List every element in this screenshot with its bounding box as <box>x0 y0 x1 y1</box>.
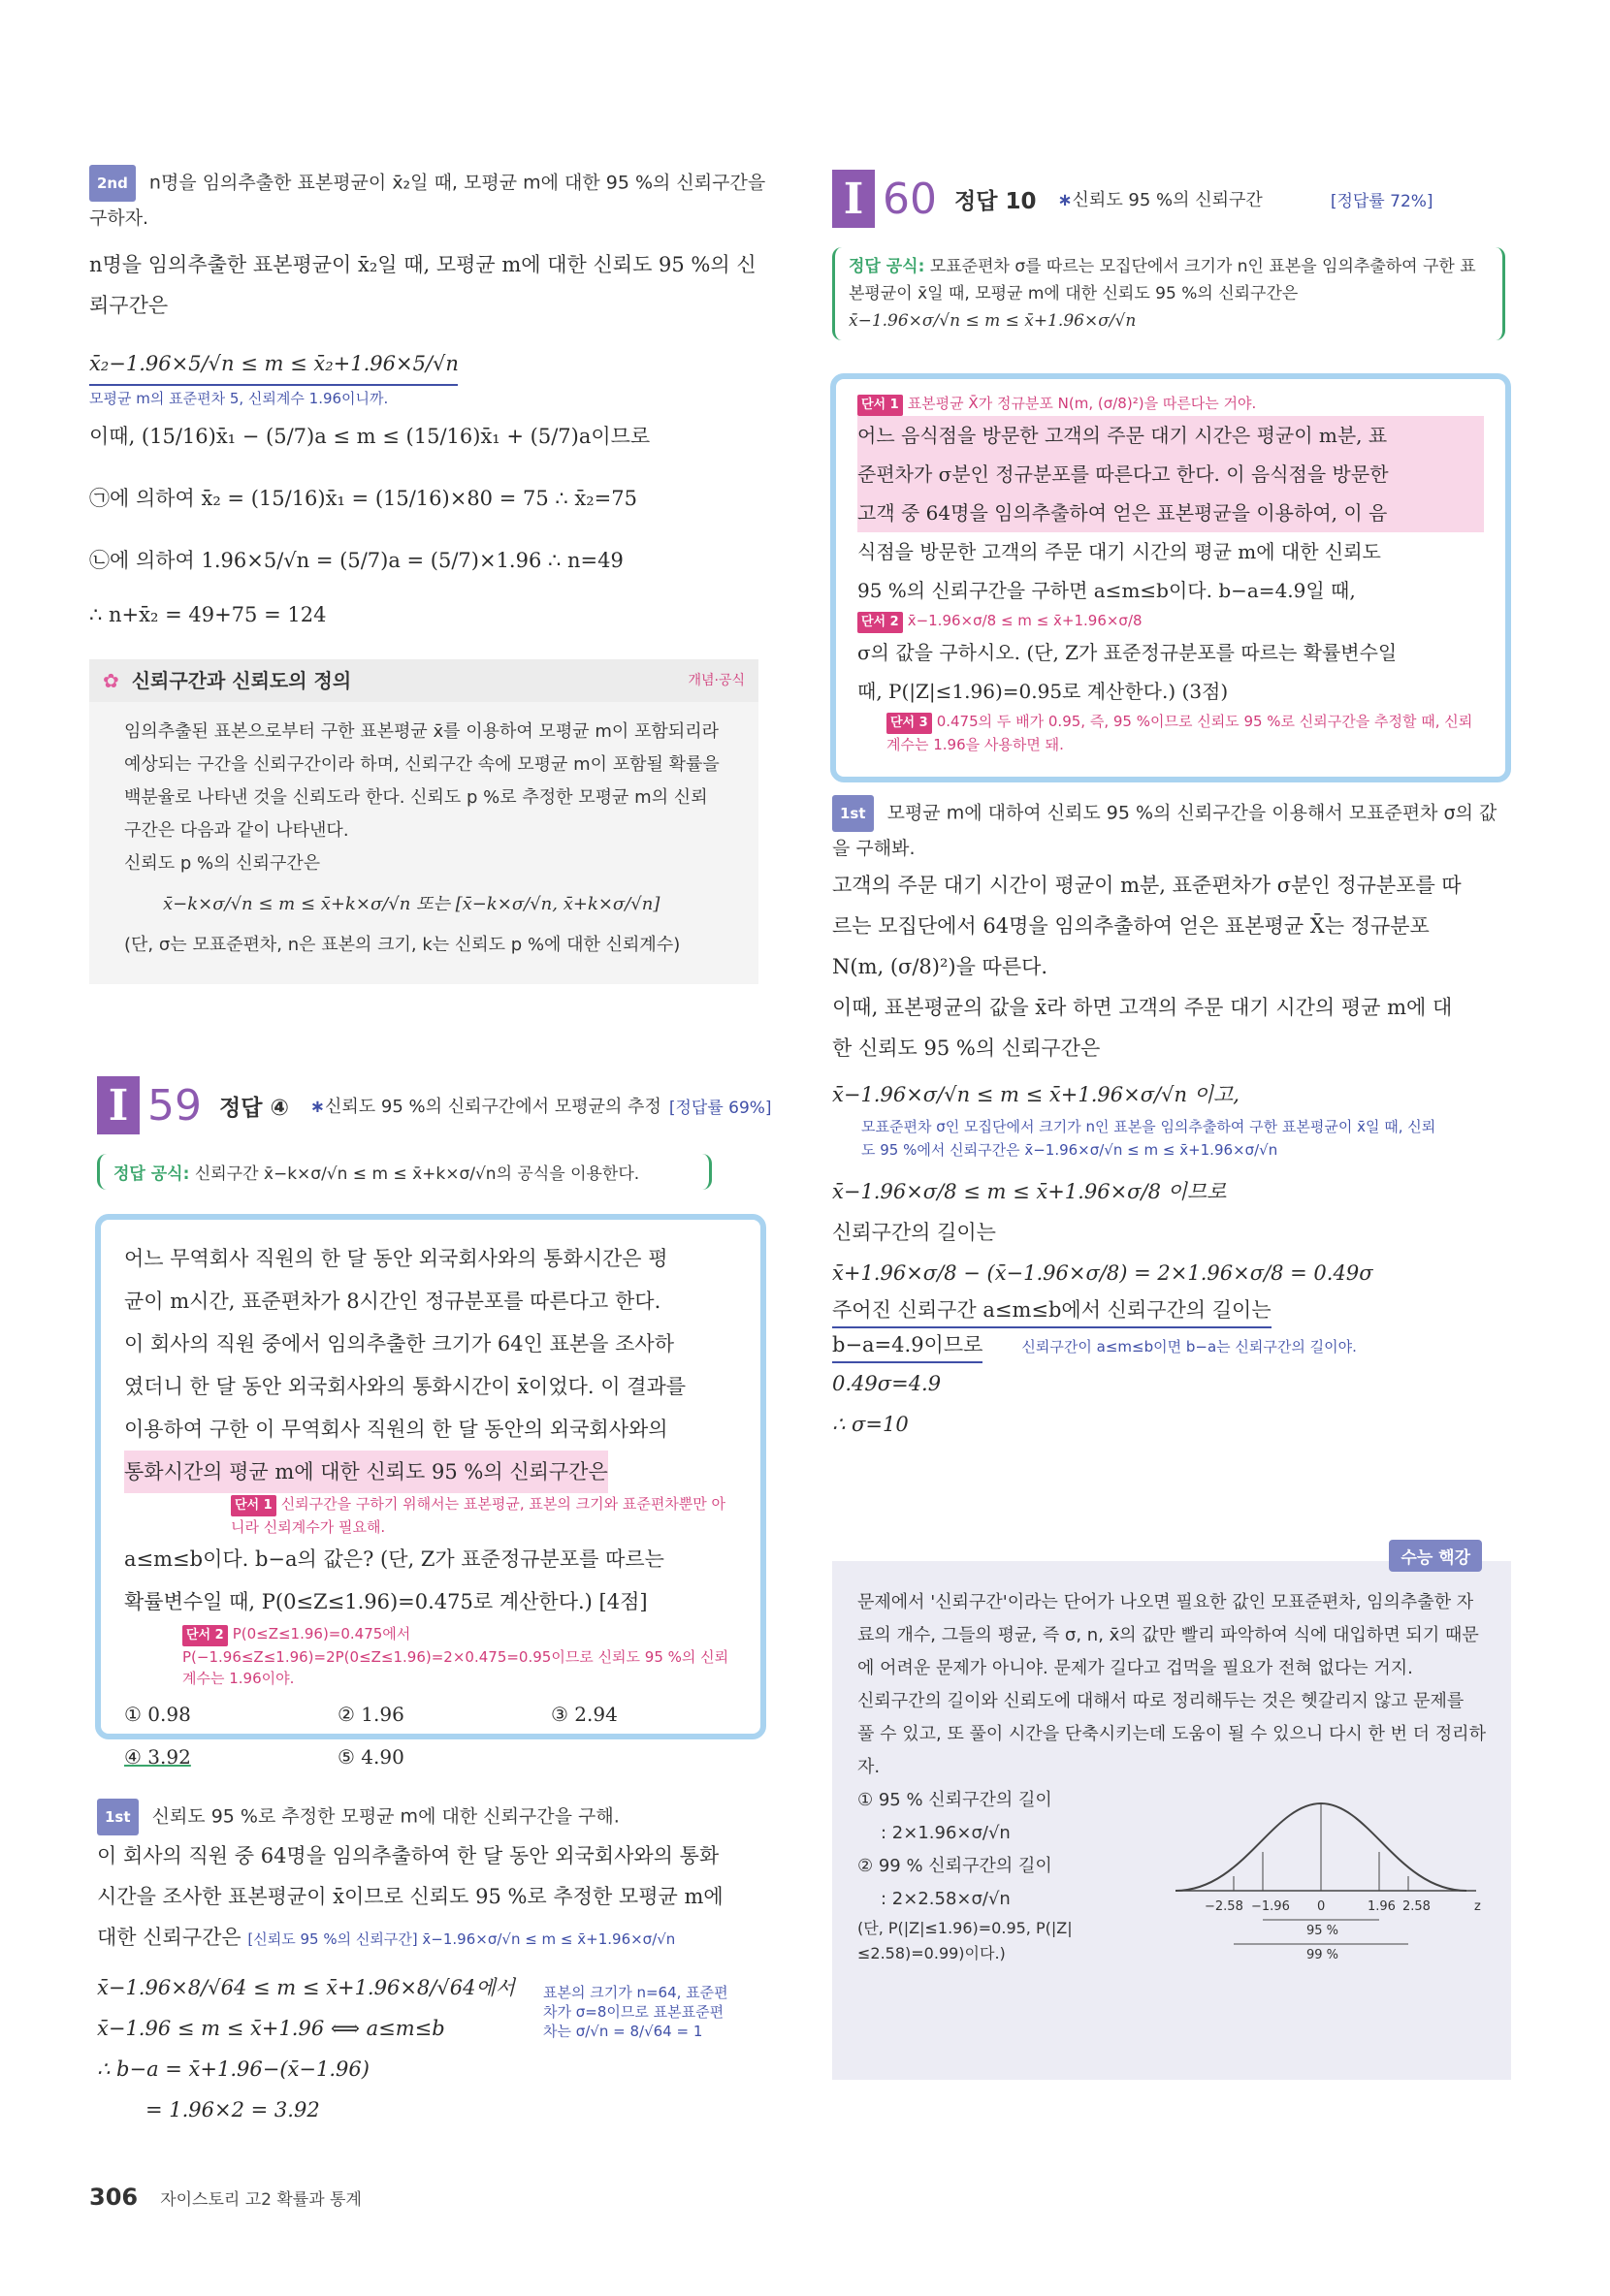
solution-line: 대한 신뢰구간은 [신뢰도 95 %의 신뢰구간] x̄−1.96×σ/√n ≤ m ≤ x̄+1.96×σ/√n <box>97 1926 676 1949</box>
axis-label: −1.96 <box>1251 1899 1290 1914</box>
step-badge: 2nd <box>89 165 136 202</box>
tip-text: 신뢰구간의 길이와 신뢰도에 대해서 따로 정리해두는 것은 헷갈리지 않고 문제를 풀 수 있고, 또 풀이 시간을 단축시키는데 도움이 될 수 있으니 다시 한 번 더 정리하자. <box>857 1691 1486 1777</box>
concept-text: 임의추출된 표본으로부터 구한 표본평균 x̄를 이용하여 모평균 m이 포함되리라 예상되는 구간을 신뢰구간이라 하며, 신뢰구간 속에 모평균 m이 포함될 확률을 백분율로 나타낸 것을 신뢰도라 한다. 신뢰도 p %로 추정한 모평균 m의 신뢰구간은 다음과 같이 나타낸다. <box>124 721 720 841</box>
concept-formula: x̄−k×σ/√n ≤ m ≤ x̄+k×σ/√n 또는 [x̄−k×σ/√n, x̄+k×σ/√n] <box>163 894 660 914</box>
axis-label: 1.96 <box>1368 1899 1396 1914</box>
choice-4[interactable]: ④ 3.92 <box>124 1745 191 1769</box>
problem-60-solution <box>832 795 1511 1445</box>
solution-line: n명을 임의추출한 표본평균이 x̄₂일 때, 모평균 m에 대한 신뢰도 95 %의 신뢰구간은 <box>89 253 757 317</box>
tip-box <box>832 1548 1511 2080</box>
solution-line: ㉡에 의하여 1.96×5/√n = (5/7)a = (5/7)×1.96 ∴ n=49 <box>89 549 624 572</box>
axis-label: 0 <box>1317 1899 1326 1914</box>
hint-1: 단서 1 표본평균 X̄가 정규분포 N(m, (σ/8)²)을 따른다는 거야. <box>857 393 1484 416</box>
question-line: a≤m≤b이다. b−a의 값은? (단, Z가 표준정규분포를 따르는 <box>124 1547 664 1571</box>
roman-badge: I <box>832 170 875 228</box>
correct-rate: [정답률 69%] <box>668 1098 772 1118</box>
choice-2[interactable]: ② 1.96 <box>338 1703 404 1726</box>
solution-formula: = 1.96×2 = 3.92 <box>145 2098 320 2121</box>
blue-note: 모평균 m의 표준편차 5, 신뢰계수 1.96이니까. <box>89 384 458 408</box>
solution-line: 르는 모집단에서 64명을 임의추출하여 얻은 표본평균 X̄는 정규분포 <box>832 914 1430 938</box>
concept-heading: ✿ 신뢰구간과 신뢰도의 정의 개념·공식 <box>89 659 758 702</box>
blue-note: 모표준편차 σ인 모집단에서 크기가 n인 표본을 임의추출하여 구한 표본평균이 x̄일 때, 신뢰도 95 %에서 신뢰구간은 x̄−1.96×σ/√n ≤ m ≤ x̄+1.96×σ/√n <box>861 1118 1436 1159</box>
answer: 정답 ④ <box>219 1095 289 1121</box>
step-badge: 1st <box>97 1799 139 1835</box>
blue-note: 표본의 크기가 n=64, 표준편차가 σ=8이므로 표본표준편차는 σ/√n = 8/√64 = 1 <box>543 1984 728 2040</box>
problem-number: 60 <box>883 174 937 224</box>
tip-tag: 수능 핵강 <box>1389 1540 1482 1572</box>
solution-line: ㉠에 의하여 x̄₂ = (15/16)x̄₁ = (15/16)×80 = 75 ∴ x̄₂=75 <box>89 487 637 510</box>
solution-line: 이때, 표본평균의 값을 x̄라 하면 고객의 주문 대기 시간의 평균 m에 대 <box>832 996 1453 1019</box>
band-label: 99 % <box>1306 1948 1339 1962</box>
hint-3: 단서 3 0.475의 두 배가 0.95, 즉, 95 %이므로 신뢰도 95 %로 신뢰구간을 추정할 때, 신뢰계수는 1.96을 사용하면 돼. <box>886 713 1473 753</box>
axis-label: z <box>1474 1899 1481 1914</box>
step2-heading: 2nd n명을 임의추출한 표본평균이 x̄₂일 때, 모평균 m에 대한 95 %의 신뢰구간을 구하자. <box>89 165 768 235</box>
concept-box <box>89 659 758 984</box>
left-column <box>89 165 768 635</box>
choice-3[interactable]: ③ 2.94 <box>551 1703 618 1726</box>
answer: 정답 10 <box>954 188 1037 214</box>
choice-5[interactable]: ⑤ 4.90 <box>338 1745 404 1769</box>
question-line: σ의 값을 구하시오. (단, Z가 표준정규분포를 따르는 확률변수일 <box>857 641 1398 664</box>
normal-curve-diagram <box>1166 1784 1486 1968</box>
solution-formula: x̄−1.96×σ/√n ≤ m ≤ x̄+1.96×σ/√n 이고, <box>832 1083 1240 1106</box>
topic: ∗신뢰도 95 %의 신뢰구간 <box>1057 190 1263 210</box>
solution-formula: x̄−1.96 ≤ m ≤ x̄+1.96 ⟺ a≤m≤b <box>97 2017 445 2040</box>
question-line: 이 회사의 직원 중에서 임의추출한 크기가 64인 표본을 조사하 <box>124 1332 674 1355</box>
problem-60-question <box>830 373 1511 782</box>
solution-formula: ∴ b−a = x̄+1.96−(x̄−1.96) <box>97 2057 370 2081</box>
tip-item-formula: : 2×1.96×σ/√n <box>881 1823 1011 1843</box>
step1-heading: 1st 신뢰도 95 %로 추정한 모평균 m에 대한 신뢰구간을 구해. <box>97 1799 766 1835</box>
page-footer <box>89 2184 362 2211</box>
problem-number: 59 <box>147 1080 202 1131</box>
problem-59-solution <box>97 1799 766 2130</box>
question-line: 균이 m시간, 표준편차가 8시간인 정규분포를 따른다고 한다. <box>124 1290 661 1313</box>
solution-line: 이 회사의 직원 중 64명을 임의추출하여 한 달 동안 외국회사와의 통화 <box>97 1844 720 1867</box>
tip-condition: (단, P(|Z|≤1.96)=0.95, P(|Z|≤2.58)=0.99)이다.) <box>857 1919 1073 1962</box>
page-number: 306 <box>89 2184 139 2211</box>
flower-icon: ✿ <box>103 669 119 692</box>
tip-item: ① 95 % 신뢰구간의 길이 <box>857 1790 1052 1810</box>
solution-formula: 0.49σ=4.9 <box>832 1372 942 1395</box>
problem-59-header <box>97 1076 772 1134</box>
tip-item: ② 99 % 신뢰구간의 길이 <box>857 1856 1052 1876</box>
solution-line: 신뢰구간의 길이는 <box>832 1221 996 1244</box>
step1-heading: 1st 모평균 m에 대하여 신뢰도 95 %의 신뢰구간을 이용해서 모표준편차 σ의 값을 구해봐. <box>832 795 1511 865</box>
solution-formula: x̄−1.96×8/√64 ≤ m ≤ x̄+1.96×8/√64에서 <box>97 1976 516 1999</box>
question-line: 이용하여 구한 이 무역회사 직원의 한 달 동안의 외국회사와의 <box>124 1418 668 1441</box>
correct-rate: [정답률 72%] <box>1330 191 1433 211</box>
question-line: 때, P(|Z|≤1.96)=0.95로 계산한다.) (3점) <box>857 680 1229 703</box>
topic: ∗신뢰도 95 %의 신뢰구간에서 모평균의 추정 <box>309 1097 661 1117</box>
axis-label: −2.58 <box>1205 1899 1243 1914</box>
question-line: 였더니 한 달 동안 외국회사와의 통화시간이 x̄이었다. 이 결과를 <box>124 1375 687 1398</box>
axis-label: 2.58 <box>1402 1899 1431 1914</box>
solution-line: 시간을 조사한 표본평균이 x̄이므로 신뢰도 95 %로 추정한 모평균 m에 <box>97 1885 724 1908</box>
problem-60-formula: 정답 공식: 모표준편차 σ를 따르는 모집단에서 크기가 n인 표본을 임의추출하여 구한 표본평균이 x̄일 때, 모평균 m에 대한 신뢰도 95 %의 신뢰구간은 x̄−1.96×σ/√n ≤ m ≤ x̄+1.96×σ/√n <box>832 247 1505 340</box>
question-line: 확률변수일 때, P(0≤Z≤1.96)=0.475로 계산한다.) [4점] <box>124 1590 648 1613</box>
solution-formula: x̄−1.96×σ/8 ≤ m ≤ x̄+1.96×σ/8 이므로 <box>832 1180 1227 1203</box>
hint-2: 단서 2 P(0≤Z≤1.96)=0.475에서 P(−1.96≤Z≤1.96)=2P(0≤Z≤1.96)=2×0.475=0.95이므로 신뢰도 95 %의 신뢰계수는 1.96이야. <box>182 1625 729 1687</box>
problem-60-header <box>832 170 1433 228</box>
tip-text: 문제에서 '신뢰구간'이라는 단어가 나오면 필요한 값인 모표준편차, 임의추출한 자료의 개수, 그들의 평균, 즉 σ, n, x̄의 값만 빨리 파악하여 식에 대입하면 되기 때문에 어려운 문제가 아니야. 문제가 길다고 겁먹을 필요가 전혀 없다는 거지. <box>857 1592 1479 1678</box>
solution-formula: x̄₂−1.96×5/√n ≤ m ≤ x̄₂+1.96×5/√n <box>89 352 459 375</box>
question-line: 준편차가 σ분인 정규분포를 따른다고 한다. 이 음식점을 방문한 <box>857 455 1484 494</box>
step-badge: 1st <box>832 795 874 832</box>
solution-line: 한 신뢰도 95 %의 신뢰구간은 <box>832 1036 1101 1060</box>
tip-item-formula: : 2×2.58×σ/√n <box>881 1889 1011 1909</box>
band-label: 95 % <box>1306 1924 1339 1938</box>
solution-line: N(m, (σ/8)²)을 따른다. <box>832 955 1048 978</box>
blue-note: 신뢰구간이 a≤m≤b이면 b−a는 신뢰구간의 길이야. <box>1021 1337 1357 1355</box>
question-line: 통화시간의 평균 m에 대한 신뢰도 95 %의 신뢰구간은 <box>124 1451 608 1493</box>
solution-line: 고객의 주문 대기 시간이 평균이 m분, 표준편차가 σ분인 정규분포를 따 <box>832 874 1462 897</box>
hint-1: 단서 1 신뢰구간을 구하기 위해서는 표본평균, 표본의 크기와 표준편차뿐만 아니라 신뢰계수가 필요해. <box>231 1495 726 1536</box>
solution-line: b−a=4.9이므로 <box>832 1328 982 1363</box>
solution-line: 이때, (15/16)x̄₁ − (5/7)a ≤ m ≤ (15/16)x̄₁ + (5/7)a이므로 <box>89 425 651 448</box>
choices <box>124 1693 737 1778</box>
solution-line: ∴ n+x̄₂ = 49+75 = 124 <box>89 603 327 626</box>
solution-line: 주어진 신뢰구간 a≤m≤b에서 신뢰구간의 길이는 <box>832 1293 1272 1328</box>
concept-sub: 신뢰도 p %의 신뢰구간은 <box>124 853 321 874</box>
book-title: 자이스토리 고2 확률과 통계 <box>160 2190 362 2210</box>
concept-legend: (단, σ는 모표준편차, n은 표본의 크기, k는 신뢰도 p %에 대한 신뢰계수) <box>124 935 681 955</box>
problem-59-formula: 정답 공식: 신뢰구간 x̄−k×σ/√n ≤ m ≤ x̄+k×σ/√n의 공식을 이용한다. <box>97 1154 712 1190</box>
solution-formula: x̄+1.96×σ/8 − (x̄−1.96×σ/8) = 2×1.96×σ/8 = 0.49σ <box>832 1261 1373 1285</box>
question-line: 95 %의 신뢰구간을 구하면 a≤m≤b이다. b−a=4.9일 때, <box>857 579 1356 602</box>
question-line: 고객 중 64명을 임의추출하여 얻은 표본평균을 이용하여, 이 음 <box>857 494 1484 532</box>
choice-1[interactable]: ① 0.98 <box>124 1703 191 1726</box>
hint-2: 단서 2 x̄−1.96×σ/8 ≤ m ≤ x̄+1.96×σ/8 <box>857 610 1484 633</box>
question-line: 어느 음식점을 방문한 고객의 주문 대기 시간은 평균이 m분, 표 <box>857 416 1484 455</box>
solution-formula: ∴ σ=10 <box>832 1413 909 1436</box>
roman-badge: I <box>97 1076 140 1134</box>
concept-tag: 개념·공식 <box>688 673 745 688</box>
question-line: 식점을 방문한 고객의 주문 대기 시간의 평균 m에 대한 신뢰도 <box>857 540 1381 563</box>
question-line: 어느 무역회사 직원의 한 달 동안 외국회사와의 통화시간은 평 <box>124 1247 668 1270</box>
problem-59-question <box>95 1214 766 1769</box>
